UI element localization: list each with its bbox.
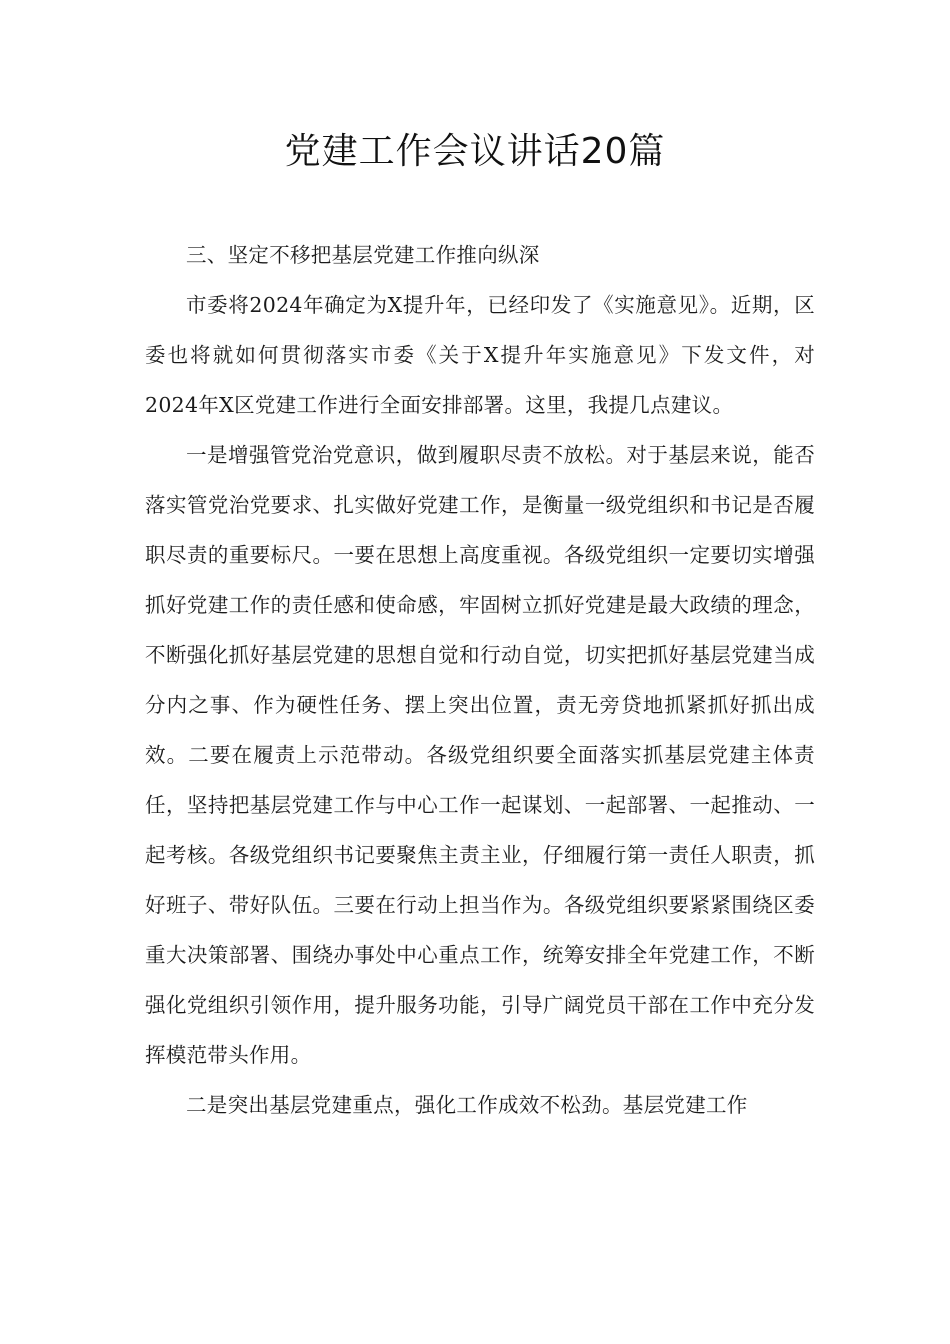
- section-heading: 三、坚定不移把基层党建工作推向纵深: [186, 243, 540, 267]
- document-title: 党建工作会议讲话20篇: [284, 131, 666, 172]
- document-body: [145, 230, 815, 1130]
- paragraph: 一是增强管党治党意识，做到履职尽责不放松。对于基层来说，能否落实管党治党要求、扎实做好党建工作，是衡量一级党组织和书记是否履职尽责的重要标尺。一要在思想上高度重视。各级党组织一定要切实增强抓好党建工作的责任感和使命感，牢固树立抓好党建是最大政绩的理念，不断强化抓好基层党建的思想自觉和行动自觉，切实把抓好基层党建当成分内之事、作为硬性任务、摆上突出位置，责无旁贷地抓紧抓好抓出成效。二要在履责上示范带动。各级党组织要全面落实抓基层党建主体责任，坚持把基层党建工作与中心工作一起谋划、一起部署、一起推动、一起考核。各级党组织书记要聚焦主责主业，仔细履行第一责任人职责，抓好班子、带好队伍。三要在行动上担当作为。各级党组织要紧紧围绕区委重大决策部署、围绕办事处中心重点工作，统筹安排全年党建工作，不断强化党组织引领作用，提升服务功能，引导广阔党员干部在工作中充分发挥模范带头作用。: [145, 443, 815, 1067]
- paragraph: 市委将2024年确定为X提升年，已经印发了《实施意见》。近期，区委也将就如何贯彻落实市委《关于X提升年实施意见》下发文件，对2024年X区党建工作进行全面安排部署。这里，我提几点建议。: [145, 293, 815, 417]
- paragraph: 二是突出基层党建重点，强化工作成效不松劲。基层党建工作: [186, 1093, 748, 1117]
